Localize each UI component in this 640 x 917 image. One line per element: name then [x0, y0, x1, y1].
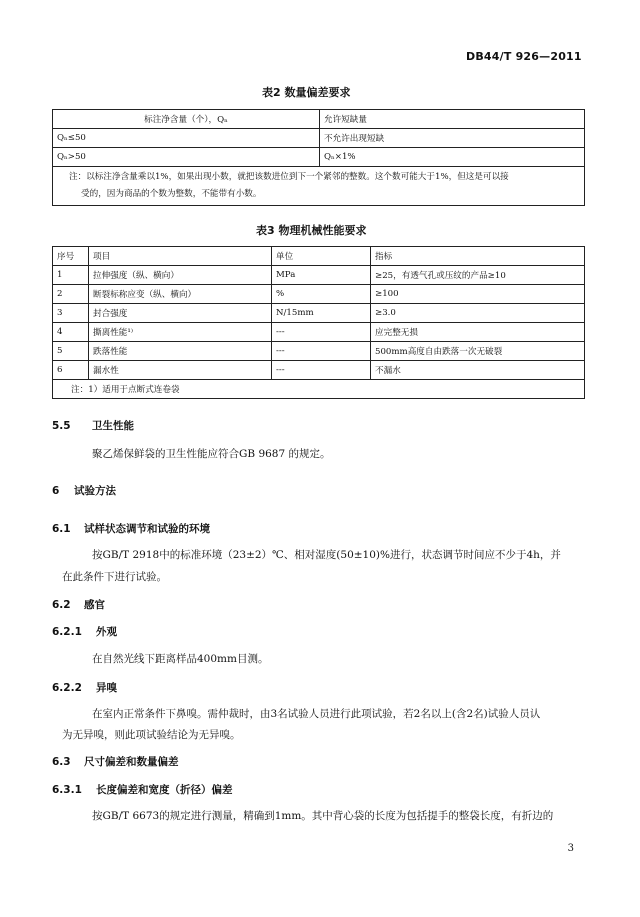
- table3: [52, 246, 585, 399]
- table-cell: Qₙ≤50: [53, 129, 320, 148]
- table-cell: MPa: [272, 266, 371, 285]
- section-heading-6-1: 6.1 试样状态调节和试验的环境: [52, 523, 210, 535]
- table-cell: ≥25，有透气孔或压纹的产品≥10: [371, 266, 585, 285]
- table2: [52, 109, 585, 206]
- document-code: DB44/T 926—2011: [466, 50, 582, 63]
- paragraph-line: 按GB/T 2918中的标准环境（23±2）℃、相对湿度(50±10)%进行，状态调节时间应不少于4h，并: [92, 549, 561, 561]
- table-cell: 应完整无损: [371, 323, 585, 342]
- table-header-cell: 允许短缺量: [320, 110, 585, 129]
- table-note-row: [53, 380, 585, 399]
- table-cell: 不允许出现短缺: [320, 129, 585, 148]
- table-row: [53, 304, 585, 323]
- table-cell: N/15mm: [272, 304, 371, 323]
- table-cell: 4: [53, 323, 89, 342]
- table-header-row: [53, 247, 585, 266]
- table-row: [53, 285, 585, 304]
- table-cell: ---: [272, 361, 371, 380]
- table-cell: Qₙ>50: [53, 148, 320, 167]
- table-row: [53, 323, 585, 342]
- section-heading-6: 6 试验方法: [52, 485, 116, 497]
- table-cell: 撕离性能¹⁾: [89, 323, 272, 342]
- table-cell: 封合强度: [89, 304, 272, 323]
- table-cell: 500mm高度自由跌落一次无破裂: [371, 342, 585, 361]
- table-cell: %: [272, 285, 371, 304]
- table-header-row: [53, 110, 585, 129]
- table-cell: ≥3.0: [371, 304, 585, 323]
- paragraph-line: 按GB/T 6673的规定进行测量，精确到1mm。其中背心袋的长度为包括提手的整袋长度，有折边的: [92, 810, 554, 822]
- table-cell: ---: [272, 342, 371, 361]
- table3-note: 注：1）适用于点断式连卷袋: [53, 380, 585, 399]
- table-cell: 断裂标称应变（纵、横向）: [89, 285, 272, 304]
- table-row: [53, 361, 585, 380]
- table-cell: 6: [53, 361, 89, 380]
- table-row: [53, 266, 585, 285]
- table-header-cell: 单位: [272, 247, 371, 266]
- table-cell: 拉伸强度（纵、横向）: [89, 266, 272, 285]
- table-row: [53, 129, 585, 148]
- section-heading-6-3-1: 6.3.1 长度偏差和宽度（折径）偏差: [52, 784, 233, 796]
- table2-title: 表2 数量偏差要求: [262, 86, 351, 99]
- table-cell: ---: [272, 323, 371, 342]
- section-heading-6-3: 6.3 尺寸偏差和数量偏差: [52, 756, 179, 768]
- section-heading-6-2-1: 6.2.1 外观: [52, 626, 117, 638]
- paragraph-line: 在此条件下进行试验。: [62, 571, 167, 583]
- section-heading-6-2-2: 6.2.2 异嗅: [52, 682, 117, 694]
- paragraph: 在自然光线下距离样品400mm目测。: [92, 653, 269, 665]
- table-cell: 跌落性能: [89, 342, 272, 361]
- section-heading-5-5: 5.5 卫生性能: [52, 420, 134, 432]
- paragraph: 聚乙烯保鲜袋的卫生性能应符合GB 9687 的规定。: [92, 448, 331, 460]
- table3-title: 表3 物理机械性能要求: [256, 224, 367, 237]
- table-cell: 3: [53, 304, 89, 323]
- table-row: [53, 148, 585, 167]
- table-row: [53, 342, 585, 361]
- paragraph-line: 在室内正常条件下鼻嗅。需仲裁时，由3名试验人员进行此项试验，若2名以上(含2名)试验人员认: [92, 708, 541, 720]
- table-cell: ≥100: [371, 285, 585, 304]
- table-cell: 5: [53, 342, 89, 361]
- table-header-cell: 序号: [53, 247, 89, 266]
- page-number: 3: [567, 843, 574, 854]
- table-cell: 2: [53, 285, 89, 304]
- table2-note-line: 注：以标注净含量乘以1%，如果出现小数，就把该数进位到下一个紧邻的整数。这个数可能大于1%，但这是可以接: [69, 172, 509, 182]
- paragraph-line: 为无异嗅，则此项试验结论为无异嗅。: [62, 729, 241, 741]
- table2-note-line: 受的，因为商品的个数为整数，不能带有小数。: [81, 189, 262, 199]
- section-heading-6-2: 6.2 感官: [52, 599, 105, 611]
- table-cell: 不漏水: [371, 361, 585, 380]
- table2-note: [53, 167, 585, 206]
- table-cell: Qₙ×1%: [320, 148, 585, 167]
- table-header-cell: 指标: [371, 247, 585, 266]
- table-note-row: [53, 167, 585, 206]
- table-cell: 漏水性: [89, 361, 272, 380]
- table-header-cell: 标注净含量（个），Qₙ: [53, 110, 320, 129]
- table-cell: 1: [53, 266, 89, 285]
- table-header-cell: 项目: [89, 247, 272, 266]
